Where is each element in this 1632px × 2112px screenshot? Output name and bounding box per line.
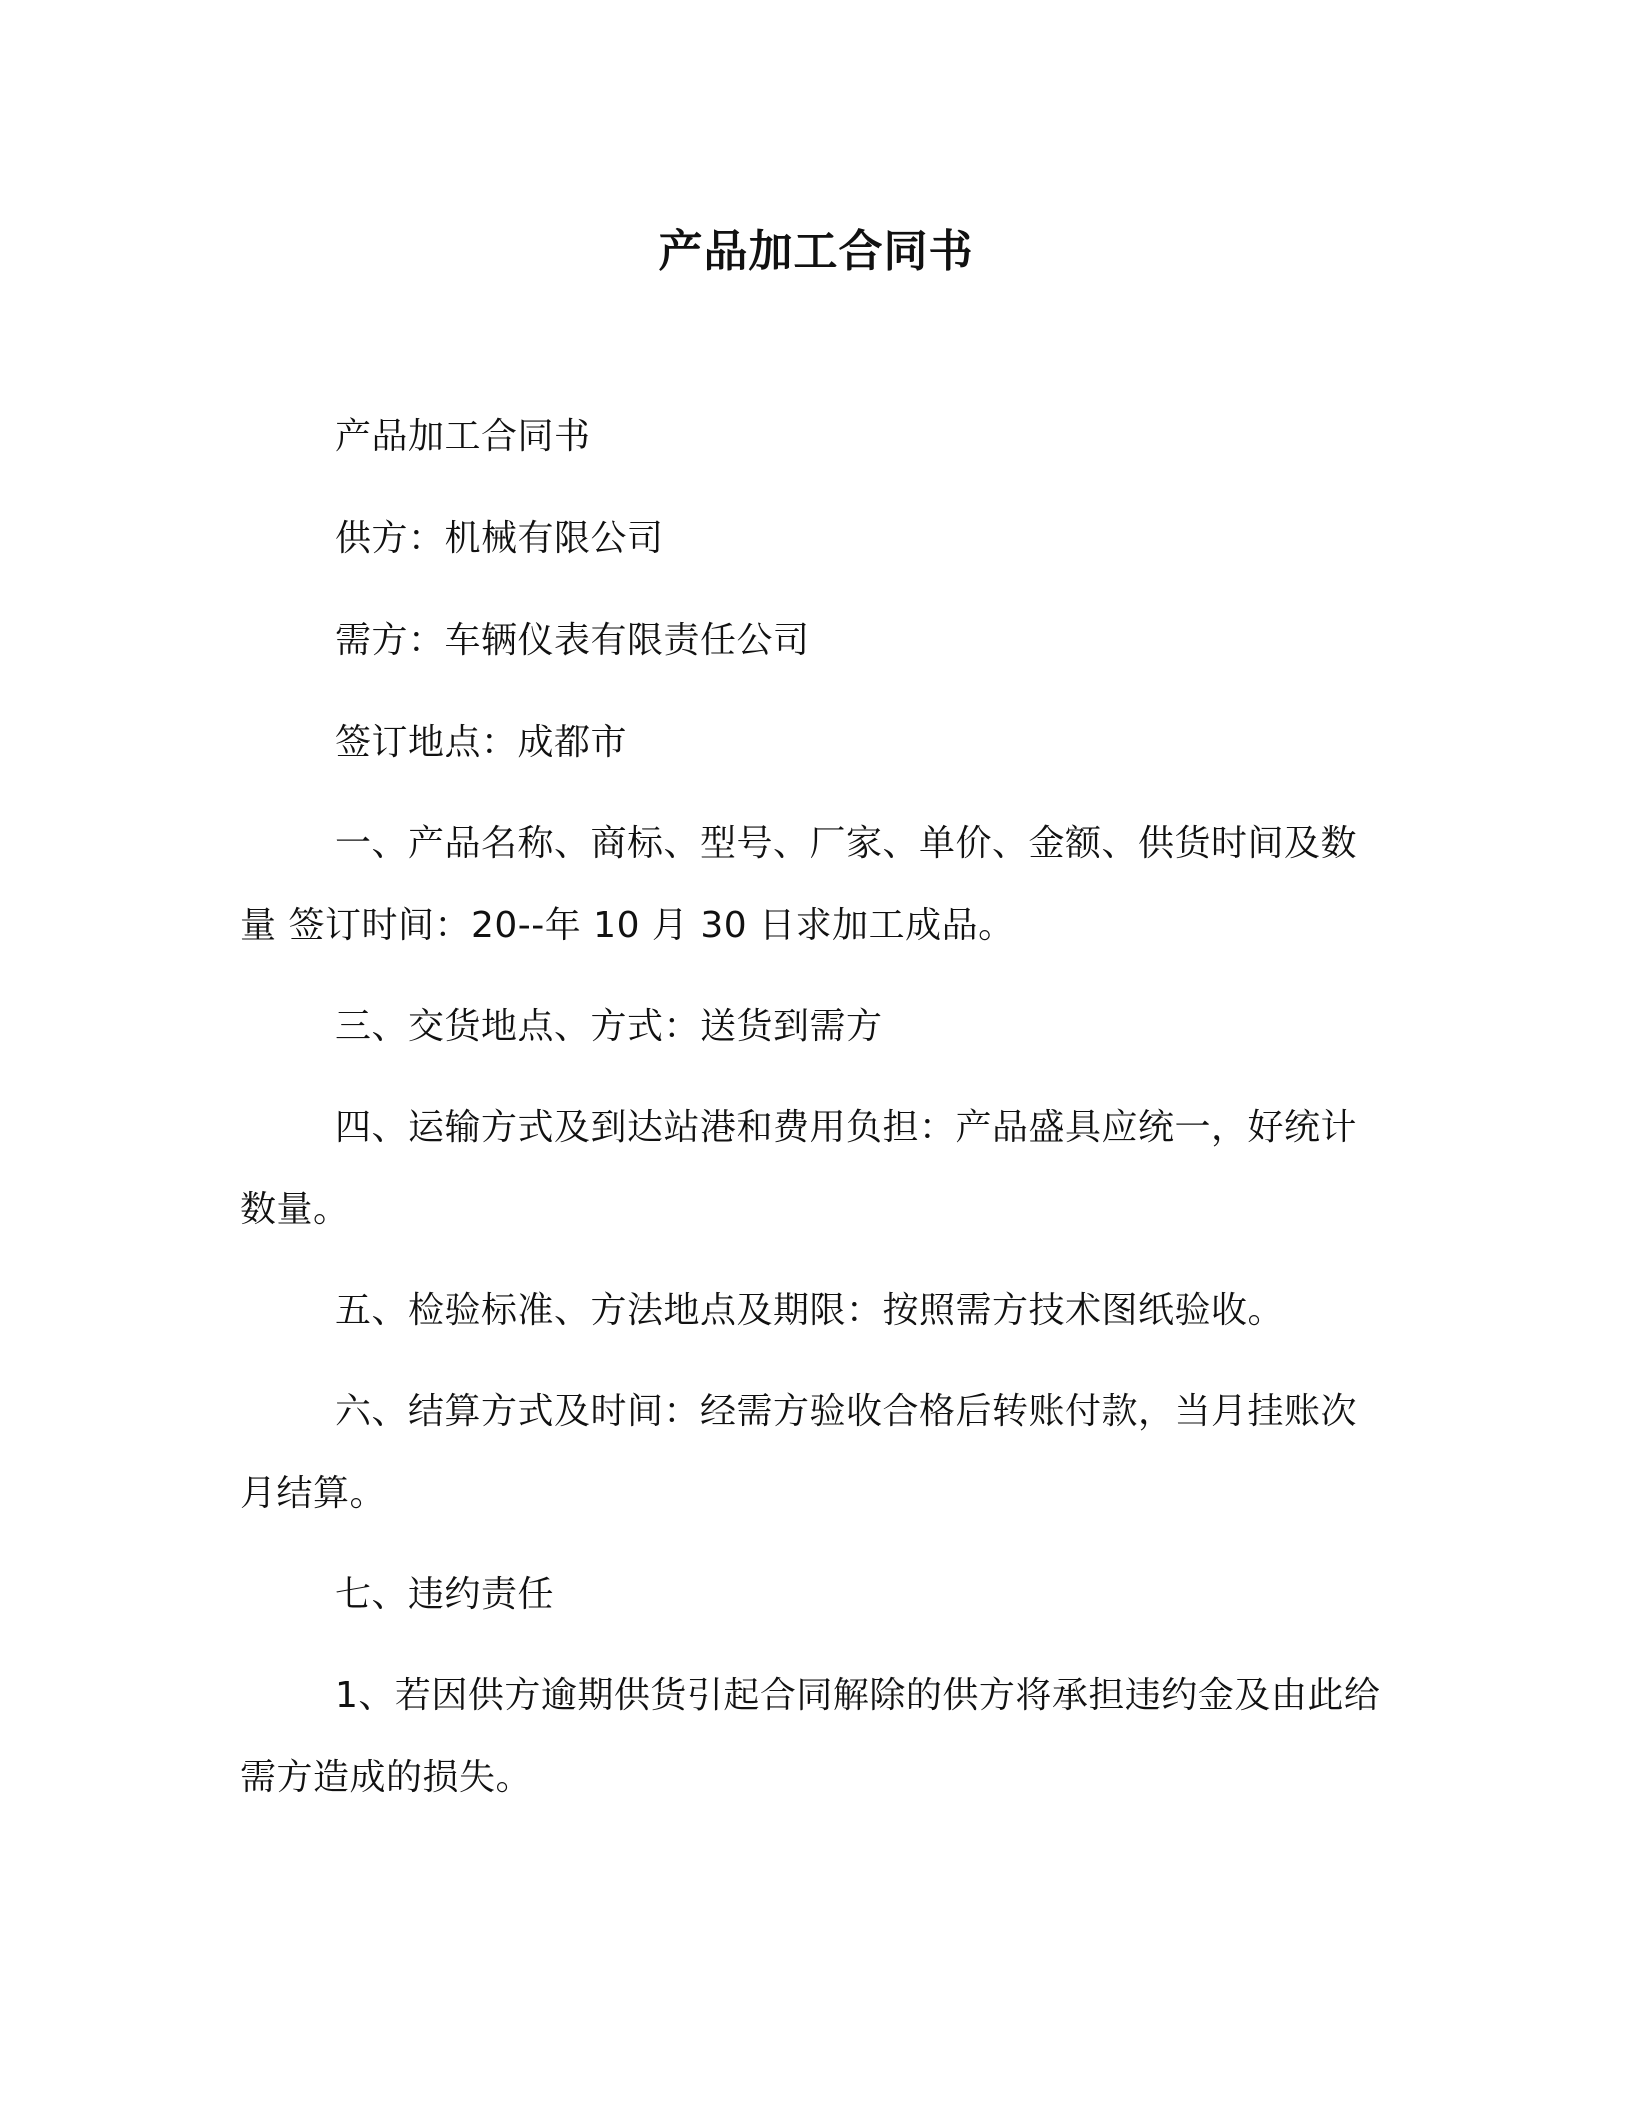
paragraph-clause-1: 一、产品名称、商标、型号、厂家、单价、金额、供货时间及数量 签订时间：20--年 10 月 30 日求加工成品。: [240, 823, 1358, 946]
paragraph-clause-7: 七、违约责任: [335, 1574, 555, 1615]
document-body: [240, 395, 1385, 1837]
paragraph-buyer: 需方：车辆仪表有限责任公司: [335, 620, 810, 661]
paragraph-clause-7-item-1: 1、若因供方逾期供货引起合同解除的供方将承担违约金及由此给需方造成的损失。: [240, 1675, 1381, 1798]
paragraph-clause-5: 五、检验标准、方法地点及期限：按照需方技术图纸验收。: [335, 1290, 1285, 1331]
paragraph-supplier: 供方：机械有限公司: [335, 518, 664, 559]
document-title: 产品加工合同书: [658, 226, 974, 277]
paragraph-signing-place: 签订地点：成都市: [335, 722, 628, 763]
paragraph-clause-4: 四、运输方式及到达站港和费用负担：产品盛具应统一，好统计数量。: [240, 1107, 1358, 1230]
paragraph-clause-3: 三、交货地点、方式：送货到需方: [335, 1006, 883, 1047]
paragraph-heading: 产品加工合同书: [335, 416, 591, 457]
paragraph-clause-6: 六、结算方式及时间：经需方验收合格后转账付款，当月挂账次月结算。: [240, 1391, 1358, 1514]
